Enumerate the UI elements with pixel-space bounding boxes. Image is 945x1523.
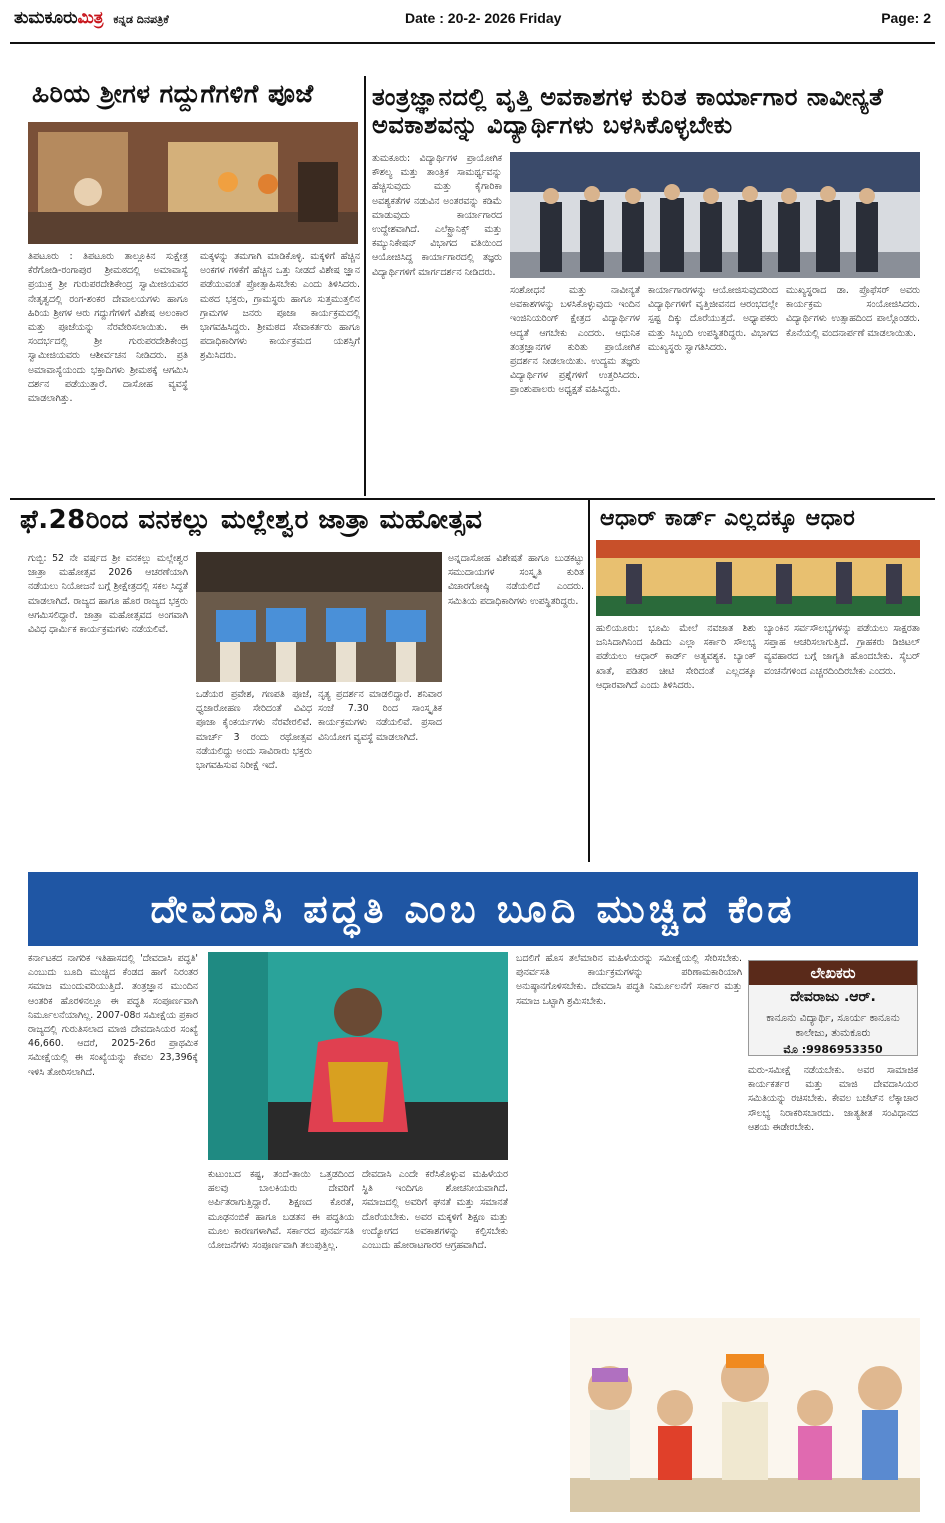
article-jatra-col3: ನೃತ್ಯ ಪ್ರದರ್ಶನ ಮಾಡಲಿದ್ದಾರೆ. ಶನಿವಾರ ಸಂಜೆ 7.30 ರಿಂದ ಸಾಂಸ್ಕೃತಿಕ ಕಾರ್ಯಕ್ರಮಗಳು ನಡೆಯಲಿವೆ. ಪ್ರಸಾದ ವಿನಿಯೋಗ ವ್ಯವಸ್ಥೆ ಮಾಡಲಾಗಿದೆ. (318, 689, 442, 743)
article-devadasi-col4: ಬದಲಿಗೆ ಹೊಸ ತಲೆಮಾರಿನ ಮಹಿಳೆಯರನ್ನು ಸಮೀಕ್ಷೆಯಲ್ಲಿ ಸೇರಿಸಬೇಕು. ಪುನರ್ವಸತಿ ಕಾರ್ಯಕ್ರಮಗಳನ್ನು ಪರಿಣಾಮಕಾರಿಯಾಗಿ ಅನುಷ್ಠಾನಗೊಳಿಸಬೇಕು. ದೇವದಾಸಿ ಪದ್ಧತಿ ನಿರ್ಮೂಲನೆಗೆ ಸರ್ಕಾರ ಮತ್ತು ಸಮಾಜ ಒಟ್ಟಾಗಿ ಶ್ರಮಿಸಬೇಕು. (516, 953, 742, 1007)
author-byline-box (748, 960, 918, 1056)
page-number: Page: 2 (881, 10, 931, 26)
article-devadasi-col1: ಕರ್ನಾಟಕದ ನಾಗರಿಕ ಇತಿಹಾಸದಲ್ಲಿ 'ದೇವದಾಸಿ ಪದ್ಧತಿ' ಎಂಬುದು ಬೂದಿ ಮುಚ್ಚಿದ ಕೆಂಡದ ಹಾಗೆ ನಿರಂತರ ಸಮಾಜ ಮುಂದುವರಿಯುತ್ತಿದೆ. ತಂತ್ರಜ್ಞಾನ ಮುಂದಿನ ಆಂತರಿಕ ಹೊರಳಿನಲ್ಲೂ ಈ ಪದ್ಧತಿ ಸಂಪೂರ್ಣವಾಗಿ ನಿರ್ಮೂಲನೆಯಾಗಿಲ್ಲ. 2007-08ರ ಸಮೀಕ್ಷೆಯ ಪ್ರಕಾರ ರಾಜ್ಯದಲ್ಲಿ ಗುರುತಿಸಲಾದ ಮಾಜಿ ದೇವದಾಸಿಯರ ಸಂಖ್ಯೆ 46,660. ಆದರೆ, 2025-26ರ ಪ್ರಾಥಮಿಕ ಸಮೀಕ್ಷೆಯಲ್ಲಿ ಈ ಸಂಖ್ಯೆಯನ್ನು ಕೇವಲ 23,396ಕ್ಕೆ ಇಳಿಸಿ ತೋರಿಸಲಾಗಿದೆ. (28, 953, 198, 1078)
photo-devadasi-woman (208, 952, 508, 1160)
photo-temple-pooja (28, 122, 358, 244)
cartoon-illustration (570, 1318, 920, 1512)
headline-workshop: ತಂತ್ರಜ್ಞಾನದಲ್ಲಿ ವೃತ್ತಿ ಅವಕಾಶಗಳ ಕುರಿತ ಕಾರ್ಯಾಗಾರ ನಾವೀನ್ಯತೆ ಅವಕಾಶವನ್ನು ವಿದ್ಯಾರ್ಥಿಗಳು ಬಳಸಿಕೊಳ್ಳಬೇಕು (372, 83, 884, 139)
article-pooja-col2: ಮಕ್ಕಳನ್ನು ತಮಗಾಗಿ ಮಾಡಿಕೊಳ್ಳಿ. ಮಕ್ಕಳಿಗೆ ಹೆಚ್ಚಿನ ಅಂಕಗಳ ಗಳಿಕೆಗೆ ಹೆಚ್ಚಿನ ಒತ್ತು ನೀಡದೆ ವಿಶೇಷ ಜ್ಞಾನ ಪಡೆಯುವಂತೆ ಪ್ರೋತ್ಸಾಹಿಸಬೇಕು ಎಂದು ತಿಳಿಸಿದರು. ಮಠದ ಭಕ್ತರು, ಗ್ರಾಮಸ್ಥರು ಹಾಗೂ ಸುತ್ತಮುತ್ತಲಿನ ಗ್ರಾಮಗಳ ಜನರು ಪೂಜಾ ಕಾರ್ಯಕ್ರಮದಲ್ಲಿ ಭಾಗವಹಿಸಿದ್ದರು. ಶ್ರೀಮಠದ ಸೇವಾಕರ್ತರು ಹಾಗೂ ಪದಾಧಿಕಾರಿಗಳು ಕಾರ್ಯಕ್ರಮದ ಯಶಸ್ಸಿಗೆ ಶ್ರಮಿಸಿದರು. (200, 251, 360, 362)
article-workshop-col2: ಸಂಶೋಧನೆ ಮತ್ತು ನಾವೀನ್ಯತೆ ಅವಕಾಶಗಳನ್ನು ಬಳಸಿಕೊಳ್ಳುವುದು ಇಂದಿನ ಇಂಜಿನಿಯರಿಂಗ್ ಕ್ಷೇತ್ರದ ವಿದ್ಯಾರ್ಥಿಗಳ ಆದ್ಯತೆ ಆಗಬೇಕು ಎಂದರು. ಆಧುನಿಕ ತಂತ್ರಜ್ಞಾನಗಳ ಕುರಿತು ಪ್ರಾಯೋಗಿಕ ಪ್ರದರ್ಶನ ನೀಡಲಾಯಿತು. ಉದ್ಯಮ ತಜ್ಞರು ವಿದ್ಯಾರ್ಥಿಗಳ ಪ್ರಶ್ನೆಗಳಿಗೆ ಉತ್ತರಿಸಿದರು. ಪ್ರಾಂಶುಪಾಲರು ಅಧ್ಯಕ್ಷತೆ ವಹಿಸಿದ್ದರು. (510, 285, 640, 396)
article-workshop-col1: ತುಮಕೂರು: ವಿದ್ಯಾರ್ಥಿಗಳ ಪ್ರಾಯೋಗಿಕ ಕೌಶಲ್ಯ ಮತ್ತು ತಾಂತ್ರಿಕ ಸಾಮರ್ಥ್ಯವನ್ನು ಹೆಚ್ಚಿಸುವುದು ಮತ್ತು ಕೈಗಾರಿಕಾ ಅವಶ್ಯಕತೆಗಳ ನಡುವಿನ ಅಂತರವನ್ನು ಕಡಿಮೆ ಮಾಡುವುದು ಕಾರ್ಯಾಗಾರದ ಉದ್ದೇಶವಾಗಿದೆ. ಎಲೆಕ್ಟ್ರಾನಿಕ್ಸ್ ಮತ್ತು ಕಮ್ಯುನಿಕೇಷನ್ ವಿಭಾಗದ ವತಿಯಿಂದ ಆಯೋಜಿಸಿದ್ದ ಕಾರ್ಯಾಗಾರದಲ್ಲಿ ತಜ್ಞರು ವಿದ್ಯಾರ್ಥಿಗಳಿಗೆ ಮಾರ್ಗದರ್ಶನ ನೀಡಿದರು. (372, 153, 502, 278)
masthead (10, 0, 935, 44)
byline-label: ಲೇಖಕರು (749, 961, 917, 985)
photo-aadhaar-event (596, 540, 920, 616)
article-aadhaar-col1: ಹುಲಿಯೂರು: ಭೂಮಿ ಮೇಲೆ ನವಜಾತ ಶಿಶು ಜನಿಸಿದಾಗಿನಿಂದ ಹಿಡಿದು ಎಲ್ಲಾ ಸರ್ಕಾರಿ ಸೌಲಭ್ಯ ಪಡೆಯಲು ಆಧಾರ್ ಕಾರ್ಡ್ ಅತ್ಯವಶ್ಯಕ. ಬ್ಯಾಂಕ್ ಖಾತೆ, ಪಡಿತರ ಚೀಟಿ ಸೇರಿದಂತೆ ಎಲ್ಲದಕ್ಕೂ ಆಧಾರವಾಗಿದೆ ಎಂದು ತಿಳಿಸಿದರು. (596, 623, 756, 691)
article-workshop-col3: ಕಾರ್ಯಾಗಾರಗಳನ್ನು ಆಯೋಜಿಸುವುದರಿಂದ ವಿದ್ಯಾರ್ಥಿಗಳಿಗೆ ವೃತ್ತಿಜೀವನದ ಆರಂಭದಲ್ಲೇ ಸ್ಪಷ್ಟ ದಿಕ್ಕು ದೊರೆಯುತ್ತದೆ. ಅಧ್ಯಾಪಕರು ಮತ್ತು ಸಿಬ್ಬಂದಿ ಉಪಸ್ಥಿತರಿದ್ದರು. ವಿಭಾಗದ ಮುಖ್ಯಸ್ಥರು ಸ್ವಾಗತಿಸಿದರು. (648, 285, 778, 353)
title-red: ಮಿತ್ರ (77, 8, 104, 28)
newspaper-title (14, 8, 169, 28)
temple-photo-illustration (28, 122, 358, 244)
author-phone: ಮೊ :9986953350 (783, 1043, 883, 1056)
column-divider (364, 76, 366, 496)
author-designation: ಕಾನೂನು ವಿದ್ಯಾರ್ಥಿ, ಸೂರ್ಯ ಕಾನೂನು ಕಾಲೇಜು, ತುಮಕೂರು (766, 1012, 900, 1039)
cartoon-drawing (570, 1318, 920, 1512)
article-pooja-col1: ತಿಪಟೂರು : ತಿಪಟೂರು ತಾಲ್ಲೂಕಿನ ಸುಕ್ಷೇತ್ರ ಕೆರೆಗೋಡಿ-ರಂಗಾಪುರ ಶ್ರೀಮಠದಲ್ಲಿ ಅಮಾವಾಸ್ಯೆ ಪ್ರಯುಕ್ತ ಶ್ರೀ ಗುರುಪರದೇಶಿಕೇಂದ್ರ ಸ್ವಾಮೀಜಿಯವರ ನೇತೃತ್ವದಲ್ಲಿ ರಂಗ-ಶಂಕರ ದೇವಾಲಯಗಳು ಹಾಗೂ ಹಿರಿಯ ಶ್ರೀಗಳ ಆರು ಗದ್ದುಗೆಗಳಿಗೆ ವಿಶೇಷ ಅಲಂಕಾರ ಮತ್ತು ಪೂಜೆಯನ್ನು ನೆರವೇರಿಸಲಾಯಿತು. ಈ ಸಂದರ್ಭದಲ್ಲಿ ಶ್ರೀ ಗುರುಪರದೇಶಿಕೇಂದ್ರ ಸ್ವಾಮೀಜಿಯವರು ಆಶೀರ್ವಚನ ನೀಡಿದರು. ಪ್ರತಿ ಅಮಾವಾಸ್ಯೆಯಂದು ಭಕ್ತಾದಿಗಳು ಶ್ರೀಮಠಕ್ಕೆ ಆಗಮಿಸಿ ದರ್ಶನ ಪಡೆಯುತ್ತಾರೆ. ದಾಸೋಹ ವ್ಯವಸ್ಥೆ ಮಾಡಲಾಗಿತ್ತು. (28, 251, 188, 405)
article-devadasi-col5: ಮರು-ಸಮೀಕ್ಷೆ ನಡೆಯಬೇಕು. ಅವರ ಸಾಮಾಜಿಕ ಕಾರ್ಯಕರ್ತರ ಮತ್ತು ಮಾಜಿ ದೇವದಾಸಿಯರ ಸಮಿತಿಯನ್ನು ರಚಿಸಬೇಕು. ಕೇವಲ ಬಜೆಟ್‌ನ ಲೆಕ್ಕಾಚಾರ ಸೌಲಭ್ಯ ನಿರಾಕರಿಸಬಾರದು. ಜಾತ್ಯತೀತ ಸಂವಿಧಾನದ ಆಶಯ ಈಡೇರಬೇಕು. (748, 1065, 918, 1133)
article-devadasi-col2: ಕುಟುಂಬದ ಕಷ್ಟ, ತಂದೆ-ತಾಯಿ ಒತ್ತಡದಿಂದ ಹಲವು ಬಾಲಕಿಯರು ದೇವರಿಗೆ ಅರ್ಪಿತರಾಗುತ್ತಿದ್ದಾರೆ. ಶಿಕ್ಷಣದ ಕೊರತೆ, ಮೂಢನಂಬಿಕೆ ಹಾಗೂ ಬಡತನ ಈ ಪದ್ಧತಿಯ ಮೂಲ ಕಾರಣಗಳಾಗಿವೆ. ಸರ್ಕಾರದ ಪುನರ್ವಸತಿ ಯೋಜನೆಗಳು ಸಂಪೂರ್ಣವಾಗಿ ತಲುಪುತ್ತಿಲ್ಲ. (208, 1169, 354, 1252)
devadasi-photo-illustration (208, 952, 508, 1160)
headline-pooja: ಹಿರಿಯ ಶ್ರೀಗಳ ಗದ್ದುಗೆಗಳಿಗೆ ಪೂಜೆ (32, 79, 314, 108)
headline-aadhaar: ಆಧಾರ್ ಕಾರ್ಡ್ ಎಲ್ಲದಕ್ಕೂ ಆಧಾರ (600, 506, 856, 531)
author-name: ದೇವರಾಜು .ಆರ್. (790, 989, 876, 1005)
article-aadhaar-col2: ಬ್ಯಾಂಕಿನ ಸರ್ವಸೌಲಭ್ಯಗಳನ್ನು ಪಡೆಯಲು ಸಾಕ್ಷರತಾ ಸಪ್ತಾಹ ಆಚರಿಸಲಾಗುತ್ತಿದೆ. ಗ್ರಾಹಕರು ಡಿಜಿಟಲ್ ವ್ಯವಹಾರದ ಬಗ್ಗೆ ಜಾಗೃತಿ ಹೊಂದಬೇಕು. ಸೈಬರ್ ವಂಚನೆಗಳಿಂದ ಎಚ್ಚರದಿಂದಿರಬೇಕು ಎಂದರು. (764, 623, 920, 677)
article-workshop-col4: ಮುಖ್ಯಸ್ಥರಾದ ಡಾ. ಪ್ರೊಫೆಸರ್ ಅವರು ಕಾರ್ಯಕ್ರಮ ಸಂಯೋಜಿಸಿದರು. ವಿದ್ಯಾರ್ಥಿಗಳು ಉತ್ಸಾಹದಿಂದ ಪಾಲ್ಗೊಂಡರು. ಕೊನೆಯಲ್ಲಿ ವಂದನಾರ್ಪಣೆ ಮಾಡಲಾಯಿತು. (786, 285, 920, 339)
photo-workshop-group (510, 152, 920, 278)
photo-jatra-poster (196, 552, 442, 682)
workshop-photo-illustration (510, 152, 920, 278)
title-left: ತುಮಕೂರು (14, 8, 78, 28)
headline-jatra: ಫೆ.28ರಿಂದ ವನಕಲ್ಲು ಮಲ್ಲೇಶ್ವರ ಜಾತ್ರಾ ಮಹೋತ್ಸವ (20, 505, 483, 535)
aadhaar-photo-illustration (596, 540, 920, 616)
headline-devadasi-banner: ದೇವದಾಸಿ ಪದ್ಧತಿ ಎಂಬ ಬೂದಿ ಮುಚ್ಚಿದ ಕೆಂಡ (28, 872, 918, 946)
newspaper-subtitle: ಕನ್ನಡ ದಿನಪತ್ರಿಕೆ (113, 13, 169, 26)
jatra-photo-illustration (196, 552, 442, 682)
article-jatra-col4: ಅನ್ನದಾಸೋಹ ವಿಶೇಷತೆ ಹಾಗೂ ಬುಡಕಟ್ಟು ಸಮುದಾಯಗಳ ಸಂಸ್ಕೃತಿ ಕುರಿತ ವಿಚಾರಗೋಷ್ಠಿ ನಡೆಯಲಿದೆ ಎಂದರು. ಸಮಿತಿಯ ಪದಾಧಿಕಾರಿಗಳು ಉಪಸ್ಥಿತರಿದ್ದರು. (448, 553, 584, 607)
issue-date: Date : 20-2- 2026 Friday (405, 10, 562, 26)
column-divider (588, 500, 590, 862)
article-jatra-col2: ಒಡೆಯರ ಪ್ರವೇಶ, ಗಣಪತಿ ಪೂಜೆ, ಧ್ವಜಾರೋಹಣ ಸೇರಿದಂತೆ ವಿವಿಧ ಪೂಜಾ ಕೈಂಕರ್ಯಗಳು ನೆರವೇರಲಿವೆ. ಮಾರ್ಚ್ 3 ರಂದು ರಥೋತ್ಸವ ನಡೆಯಲಿದ್ದು ಅಂದು ಸಾವಿರಾರು ಭಕ್ತರು ಭಾಗವಹಿಸುವ ನಿರೀಕ್ಷೆ ಇದೆ. (196, 689, 312, 772)
section-divider (10, 498, 935, 500)
article-devadasi-col3: ದೇವದಾಸಿ ಎಂದೇ ಕರೆಸಿಕೊಳ್ಳುವ ಮಹಿಳೆಯರ ಸ್ಥಿತಿ ಇಂದಿಗೂ ಶೋಚನೀಯವಾಗಿದೆ. ಸಮಾಜದಲ್ಲಿ ಅವರಿಗೆ ಘನತೆ ಮತ್ತು ಸಮಾನತೆ ದೊರೆಯಬೇಕು. ಅವರ ಮಕ್ಕಳಿಗೆ ಶಿಕ್ಷಣ ಮತ್ತು ಉದ್ಯೋಗದ ಅವಕಾಶಗಳನ್ನು ಕಲ್ಪಿಸಬೇಕು ಎಂಬುದು ಹೋರಾಟಗಾರರ ಆಗ್ರಹವಾಗಿದೆ. (362, 1169, 508, 1252)
article-jatra-col1: ಗುಬ್ಬಿ: 52 ನೇ ವರ್ಷದ ಶ್ರೀ ವನಕಲ್ಲು ಮಲ್ಲೇಶ್ವರ ಜಾತ್ರಾ ಮಹೋತ್ಸವ 2026 ಆಚರಣೆಯಾಗಿ ನಡೆಯಲು ನಿಯೋಜನೆ ಬಗ್ಗೆ ಶ್ರೀಕ್ಷೇತ್ರದಲ್ಲಿ ಸಕಲ ಸಿದ್ಧತೆ ಮಾಡಲಾಗಿದೆ. ರಾಜ್ಯದ ಹಾಗೂ ಹೊರ ರಾಜ್ಯದ ಭಕ್ತರು ಆಗಮಿಸಲಿದ್ದಾರೆ. ಜಾತ್ರಾ ಮಹೋತ್ಸವದ ಅಂಗವಾಗಿ ವಿವಿಧ ಧಾರ್ಮಿಕ ಕಾರ್ಯಕ್ರಮಗಳು ನಡೆಯಲಿವೆ. (28, 553, 188, 636)
